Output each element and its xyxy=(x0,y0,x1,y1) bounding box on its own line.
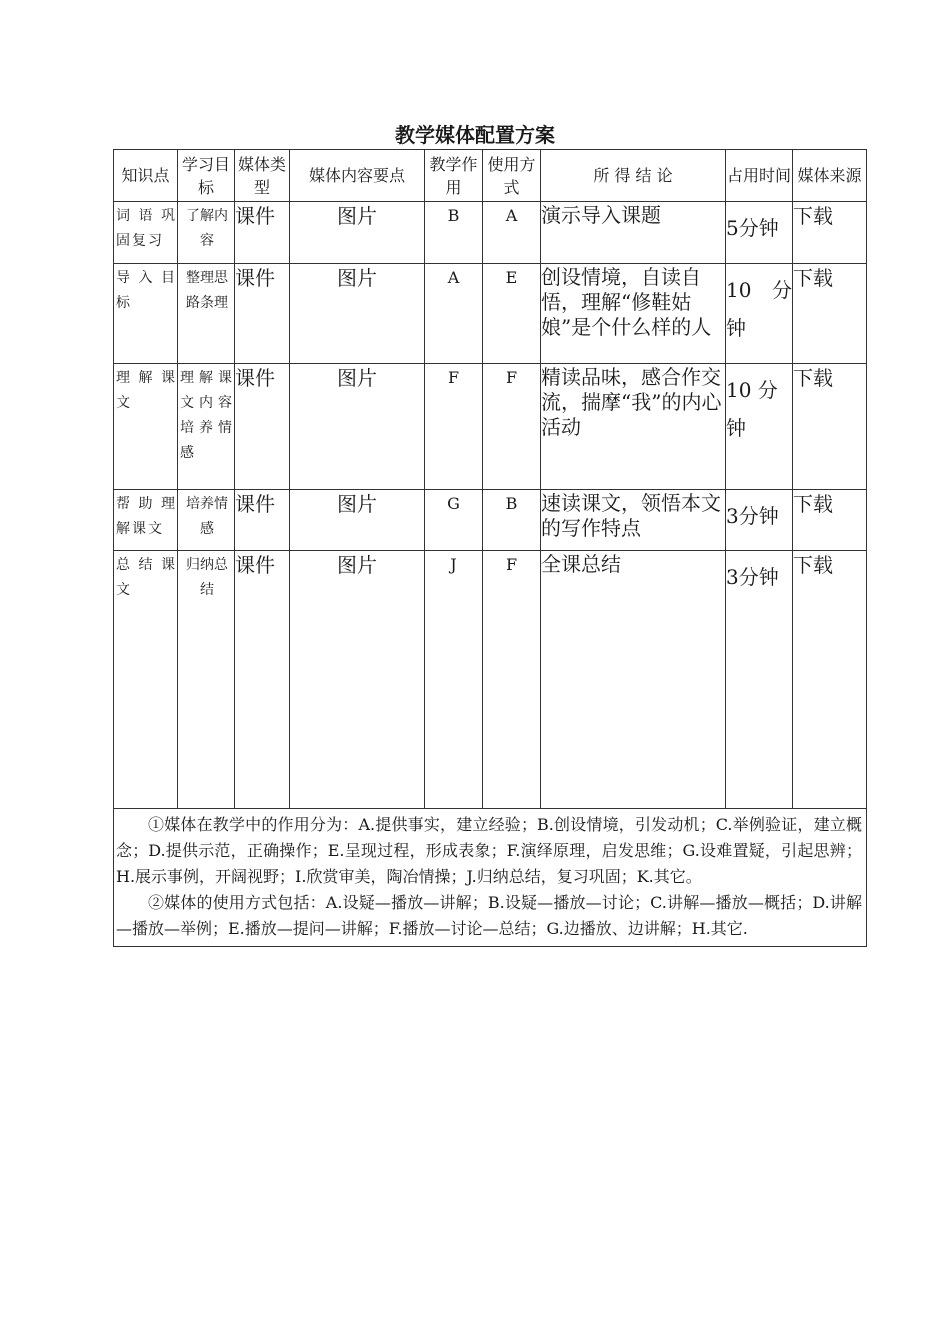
cell-conclusion: 演示导入课题 xyxy=(541,202,726,264)
cell-role: B xyxy=(425,202,483,264)
table-row xyxy=(114,264,867,364)
cell-goal: 归纳总结 xyxy=(178,551,235,809)
notes-row xyxy=(114,809,867,947)
cell-time: 3分钟 xyxy=(726,551,793,809)
header-conclusion: 所 得 结 论 xyxy=(541,150,726,202)
cell-time: 5分钟 xyxy=(726,202,793,264)
cell-conclusion: 精读品味，感合作交流，揣摩“我”的内心活动 xyxy=(541,364,726,490)
header-media-type: 媒体类型 xyxy=(235,150,290,202)
header-usage-method: 使用方式 xyxy=(483,150,541,202)
cell-point: 词语巩固复习 xyxy=(114,202,178,264)
header-learning-goal: 学习目标 xyxy=(178,150,235,202)
cell-conclusion: 速读课文，领悟本文的写作特点 xyxy=(541,490,726,551)
page-title: 教学媒体配置方案 xyxy=(395,123,555,147)
cell-content: 图片 xyxy=(290,264,425,364)
cell-source: 下载 xyxy=(793,490,867,551)
header-source: 媒体来源 xyxy=(793,150,867,202)
cell-content: 图片 xyxy=(290,490,425,551)
notes-cell xyxy=(114,809,867,947)
cell-point: 导入目标 xyxy=(114,264,178,364)
table-row xyxy=(114,364,867,490)
cell-goal: 了解内容 xyxy=(178,202,235,264)
cell-type: 课件 xyxy=(235,202,290,264)
cell-method: E xyxy=(483,264,541,364)
cell-source: 下载 xyxy=(793,202,867,264)
header-teaching-role: 教学作用 xyxy=(425,150,483,202)
cell-time: 3分钟 xyxy=(726,490,793,551)
cell-goal: 培养情感 xyxy=(178,490,235,551)
table-row xyxy=(114,202,867,264)
cell-role: J xyxy=(425,551,483,809)
cell-time: 10 分钟 xyxy=(726,364,793,490)
cell-time: 10 分钟 xyxy=(726,264,793,364)
table-row xyxy=(114,490,867,551)
cell-conclusion: 全课总结 xyxy=(541,551,726,809)
cell-point: 帮助理解课文 xyxy=(114,490,178,551)
cell-goal: 整理思路条理 xyxy=(178,264,235,364)
header-media-content: 媒体内容要点 xyxy=(290,150,425,202)
cell-source: 下载 xyxy=(793,264,867,364)
cell-content: 图片 xyxy=(290,364,425,490)
cell-method: B xyxy=(483,490,541,551)
note-usage-methods: ②媒体的使用方式包括：A.设疑—播放—讲解；B.设疑—播放—讨论；C.讲解—播放—概括；D.讲解—播放—举例；E.播放—提问—讲解；F.播放—讨论—总结；G.边播放、边讲解；H.其它. xyxy=(116,893,862,938)
cell-point: 理解课文 xyxy=(114,364,178,490)
cell-method: A xyxy=(483,202,541,264)
cell-method: F xyxy=(483,364,541,490)
cell-type: 课件 xyxy=(235,364,290,490)
cell-type: 课件 xyxy=(235,264,290,364)
cell-point: 总结课文 xyxy=(114,551,178,809)
cell-source: 下载 xyxy=(793,551,867,809)
cell-role: A xyxy=(425,264,483,364)
cell-content: 图片 xyxy=(290,202,425,264)
cell-source: 下载 xyxy=(793,364,867,490)
cell-type: 课件 xyxy=(235,490,290,551)
table-row xyxy=(114,551,867,809)
cell-role: F xyxy=(425,364,483,490)
cell-conclusion: 创设情境，自读自悟，理解“修鞋姑娘”是个什么样的人 xyxy=(541,264,726,364)
header-time: 占用时间 xyxy=(726,150,793,202)
cell-type: 课件 xyxy=(235,551,290,809)
cell-role: G xyxy=(425,490,483,551)
note-media-roles: ①媒体在教学中的作用分为：A.提供事实，建立经验；B.创设情境，引发动机；C.举例验证，建立概念；D.提供示范，正确操作；E.呈现过程，形成表象；F.演绎原理，启发思维；G.设难置疑，引起思辨；H.展示事例，开阔视野；I.欣赏审美，陶冶情操；J.归纳总结，复习巩固；K.其它。 xyxy=(116,815,862,886)
header-knowledge-point: 知识点 xyxy=(114,150,178,202)
header-row xyxy=(114,150,867,202)
cell-method: F xyxy=(483,551,541,809)
cell-content: 图片 xyxy=(290,551,425,809)
cell-goal: 理解课文内容培养情感 xyxy=(178,364,235,490)
media-plan-table xyxy=(113,149,867,947)
